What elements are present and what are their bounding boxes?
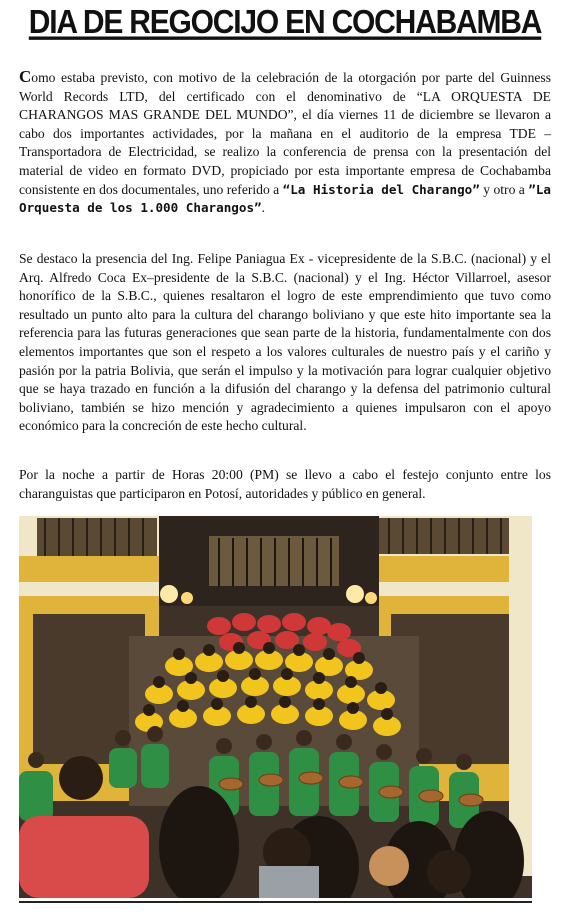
paragraph-intro — [19, 68, 551, 218]
orchestra-photo-illustration — [19, 516, 532, 898]
orchestra-photo — [19, 516, 532, 898]
document-title-text: DIA DE REGOCIJO EN COCHABAMBA — [28, 4, 542, 41]
paragraph-evening: Por la noche a partir de Horas 20:00 (PM) se llevo a cabo el festejo conjunto entre los charanguistas que participaron en Potosí, autoridades y público en general. — [19, 467, 551, 501]
drop-cap: C — [19, 67, 32, 86]
paragraph-presence: Se destaco la presencia del Ing. Felipe Paniagua Ex - vicepresidente de la S.B.C. (nacional) y el Arq. Alfredo Coca Ex–presidente de la S.B.C. (nacional) y el Ing. Héctor Villarroel, asesor honorífico de la S.B.C., quienes resaltaron el logro de este emprendimiento que tuvo como resultado un punto alto para la cultura del charango boliviano y que este hito importante sea la referencia para las futuras generaciones que sean parte de la historia, fundamentalmente con dos elementos importantes que son el respeto a los valores culturales de nuestro país y el cariño y pasión por la patria Bolivia, que serán el impulso y la motivación para lograr cualquier objetivo que se haya trazado en función a la difusión del charango y la defensa del patrimonio cultural boliviano, también se hizo mención y agradecimiento a quienes impulsaron con el apoyo económico para la concreción de este hecho cultural. — [19, 251, 551, 434]
documentary-title-1: “La Historia del Charango” — [282, 181, 480, 197]
document-title — [0, 4, 570, 42]
documentary-title-2: ”La Orquesta de los 1.000 Charangos” — [19, 181, 551, 216]
paragraph-intro-middle: y otro a — [479, 181, 529, 197]
paragraph-intro-end: . — [261, 200, 266, 216]
bottom-divider — [19, 901, 532, 903]
paragraph-intro-text: omo estaba previsto, con motivo de la celebración de la otorgación por parte del Guinness World Records LTD, del certificado con el denominativo de “LA ORQUESTA DE CHARANGOS MAS GRANDE DEL MUNDO”, el día viernes 11 de diciembre se llevaron a cabo dos importantes actividades, por la mañana en el auditorio de la empresa TDE – Transportadora de Electricidad, se realizo la conferencia de prensa con la presentación del material de video en formato DVD, propiciado por esta importante empresa de Cochabamba consistente en dos documentales, uno referido a — [19, 70, 551, 197]
